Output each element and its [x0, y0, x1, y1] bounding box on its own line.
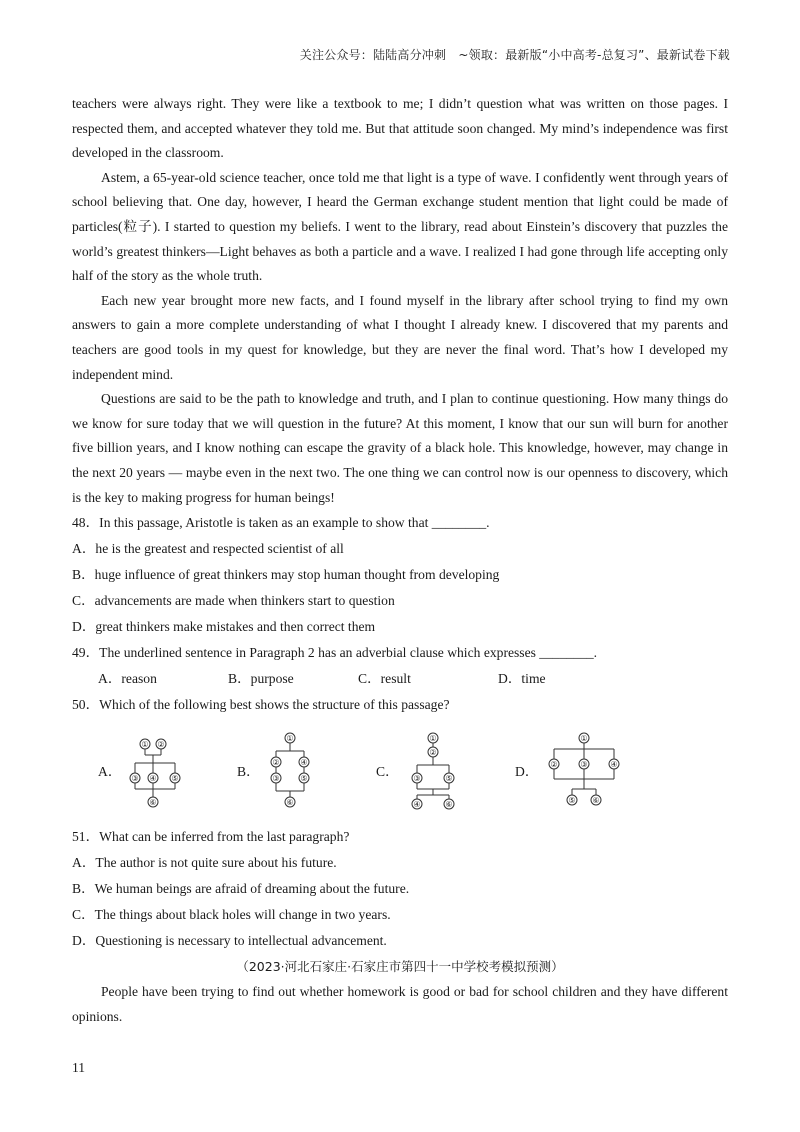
- question-50-stem: 50．Which of the following best shows the structure of this passage?: [72, 697, 450, 713]
- svg-text:⑥: ⑥: [592, 796, 601, 806]
- question-50-diagrams: [98, 730, 728, 814]
- next-passage-paragraph: People have been trying to find out whether homework is good or bad for school children and they have different opinions.: [72, 984, 728, 1024]
- question-51-stem: 51．What can be inferred from the last paragraph?: [72, 829, 350, 845]
- diagram-c-label: C．: [376, 763, 399, 779]
- question-49-option-d: D．time: [498, 671, 546, 687]
- paragraph-1: teachers were always right. They were like a textbook to me; I didn’t question what was written on those pages. I respected them, and accepted whatever they told me. But that attitude soon changed. My mind’s independence was first developed in the classroom.: [72, 96, 728, 161]
- svg-text:⑤: ⑤: [300, 774, 308, 784]
- question-48-option-b: B．huge influence of great thinkers may stop human thought from developing: [72, 567, 500, 583]
- question-51-option-c: C．The things about black holes will change in two years.: [72, 907, 391, 923]
- svg-text:⑥: ⑥: [286, 798, 294, 808]
- svg-text:①: ①: [286, 734, 294, 744]
- question-48-option-d: D．great thinkers make mistakes and then correct them: [72, 619, 376, 635]
- svg-text:①: ①: [141, 740, 150, 750]
- svg-text:①: ①: [429, 734, 437, 744]
- page-number: 11: [72, 1060, 86, 1075]
- svg-text:④: ④: [149, 774, 158, 784]
- diagram-d-label: D．: [515, 763, 539, 779]
- question-48-stem: 48．In this passage, Aristotle is taken as an example to show that ________.: [72, 515, 490, 531]
- paragraph-3: Each new year brought more new facts, and I found myself in the library after school trying to find my own answers to gain a more complete understanding of what I thought I already knew. I discovered that my parents and teachers are good tools in my quest for knowledge, but they are never the final word. That’s how I developed my independent mind.: [72, 292, 728, 382]
- svg-text:④: ④: [300, 758, 308, 768]
- svg-text:②: ②: [157, 740, 166, 750]
- svg-text:⑥: ⑥: [445, 800, 453, 810]
- svg-text:②: ②: [272, 758, 280, 768]
- question-51-option-d: D．Questioning is necessary to intellectual advancement.: [72, 933, 387, 949]
- paragraph-4: Questions are said to be the path to knowledge and truth, and I plan to continue questioning. How many things do we know for sure today that we will question in the future? At this moment, I know that our sun will burn for another five billion years, and I know nothing can escape the gravity of a black hole. This knowledge, however, may change in the next 20 years — maybe even in the next two. The one thing we can control now is our openness to discovery, which is the key to making progress for human beings!: [72, 391, 728, 505]
- svg-text:⑤: ⑤: [568, 796, 577, 806]
- svg-text:⑥: ⑥: [149, 798, 158, 808]
- question-51-option-a: A．The author is not quite sure about his future.: [72, 855, 337, 871]
- svg-text:④: ④: [413, 800, 421, 810]
- question-48-option-a: A．he is the greatest and respected scientist of all: [72, 541, 344, 557]
- question-49-option-b: B．purpose: [228, 671, 294, 687]
- svg-text:⑤: ⑤: [171, 774, 180, 784]
- question-49-stem: 49．The underlined sentence in Paragraph 2 has an adverbial clause which expresses ________.: [72, 645, 598, 661]
- structure-diagram-c: [376, 731, 515, 813]
- diagram-c-graphic: [403, 731, 459, 813]
- question-51-option-b: B．We human beings are afraid of dreaming about the future.: [72, 881, 410, 897]
- structure-diagram-d: [515, 731, 654, 813]
- question-49-option-c: C．result: [358, 671, 411, 687]
- structure-diagram-b: [237, 731, 376, 813]
- diagram-d-graphic: [542, 731, 626, 813]
- paragraph-2: Astem, a 65-year-old science teacher, once told me that light is a type of wave. I confidently went through years of school believing that. One day, however, I heard the German exchange student mention that light could be made of particles(粒子). I started to question my beliefs. I went to the library, read about Einstein’s discovery that puzzles the world’s greatest thinkers—Light behaves as both a particle and a wave. I realized I had gone through life accepting only half of the story as the whole truth.: [72, 169, 728, 284]
- svg-text:②: ②: [429, 748, 437, 758]
- svg-text:⑤: ⑤: [445, 774, 453, 784]
- svg-text:④: ④: [610, 760, 619, 770]
- svg-text:②: ②: [550, 760, 559, 770]
- diagram-a-graphic: [125, 733, 189, 811]
- source-citation: （2023·河北石家庄·石家庄市第四十一中学校考模拟预测）: [236, 959, 564, 975]
- svg-text:③: ③: [413, 774, 421, 784]
- svg-text:①: ①: [580, 734, 589, 744]
- diagram-a-label: A．: [98, 763, 122, 779]
- svg-text:③: ③: [580, 760, 589, 770]
- page-header: 关注公众号：陆陆高分冲刺 ~领取：最新版“小中高考-总复习”、最新试卷下载: [299, 48, 730, 62]
- svg-text:③: ③: [272, 774, 280, 784]
- structure-diagram-a: [98, 733, 237, 811]
- svg-text:③: ③: [131, 774, 140, 784]
- question-49-option-a: A．reason: [98, 671, 157, 687]
- question-48-option-c: C．advancements are made when thinkers start to question: [72, 593, 395, 609]
- question-49-options: [98, 666, 728, 692]
- diagram-b-graphic: [264, 731, 316, 813]
- document-body: [72, 92, 728, 1029]
- diagram-b-label: B．: [237, 763, 260, 779]
